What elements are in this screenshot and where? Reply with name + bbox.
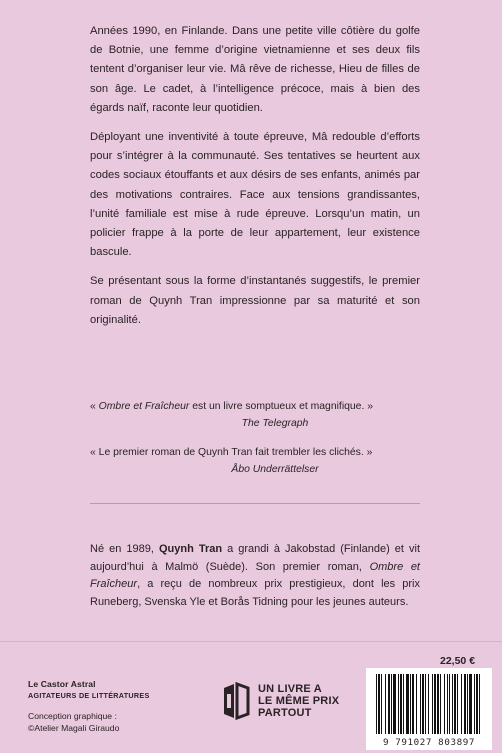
author-bio: Né en 1989, Quynh Tran a grandi à Jakobstad (Finlande) et vit aujourd’hui à Malmö (Suède). Son premier roman, Ombre et Fraîcheur, a reçu de nombreux prix prestigieux, dont les prix Runeberg, Svenska Yle et Borås Tidning pour les jeunes auteurs. [90,543,420,608]
collection-name: AGITATEURS DE LITTÉRATURES [28,691,150,700]
press-quotes [90,398,420,490]
bio-book-title: Ombre et Fraîcheur [90,560,420,590]
divider [90,503,420,504]
publisher-name: Le Castor Astral [28,679,96,689]
publisher-block [28,678,150,734]
isbn-digits: 9 791027 803897 [383,737,475,748]
price-label: 22,50 € [440,655,476,667]
quote-text: « Ombre et Fraîcheur est un livre somptueux et magnifique. » [90,401,374,412]
book-price-logo-icon [222,682,250,720]
quote-source: Åbo Underrättelser [231,464,319,475]
blurb-paragraph-1: Années 1990, en Finlande. Dans une petite ville côtière du golfe de Botnie, une femme d’origine vietnamienne et ses deux fils tentent d’organiser leur vie. Mâ rêve de richesse, Hieu de filles de son âge. Le cadet, à l’intelligence précoce, mais à bien des égards naïf, raconte leur quotidien. [90,25,420,114]
isbn-barcode [366,668,492,750]
blurb-paragraph-3: Se présentant sous la forme d’instantanés suggestifs, le premier roman de Quynh Tran impressionne par sa maturité et son originalité. [90,275,420,326]
author-name: Quynh Tran [158,543,223,555]
footer-divider [0,641,502,642]
press-quote [90,444,420,478]
quote-book-title: Ombre et Fraîcheur [98,401,190,412]
press-quote [90,398,420,432]
design-credit: Conception graphique : ©Atelier Magali Giraudo [28,711,120,733]
prix-text: UN LIVRE A LE MÊME PRIX PARTOUT [258,683,340,719]
blurb [90,22,420,330]
blurb-paragraph-2: Déployant une inventivité à toute épreuve, Mâ redouble d’efforts pour s’intégrer à la communauté. Ses tentatives se heurtent aux codes sociaux étouffants et aux désirs de ses enfants, animés par des motivations contraires. Face aux tensions grandissantes, l’unité familiale est mise à rude épreuve. Lorsqu’un matin, un policier frappe à la porte de leur appartement, leur existence bascule. [90,131,420,259]
quote-source: The Telegraph [241,418,309,429]
quote-text: « Le premier roman de Quynh Tran fait trembler les clichés. » [90,447,373,458]
barcode-icon [374,674,484,736]
prix-unique-badge [222,682,339,720]
